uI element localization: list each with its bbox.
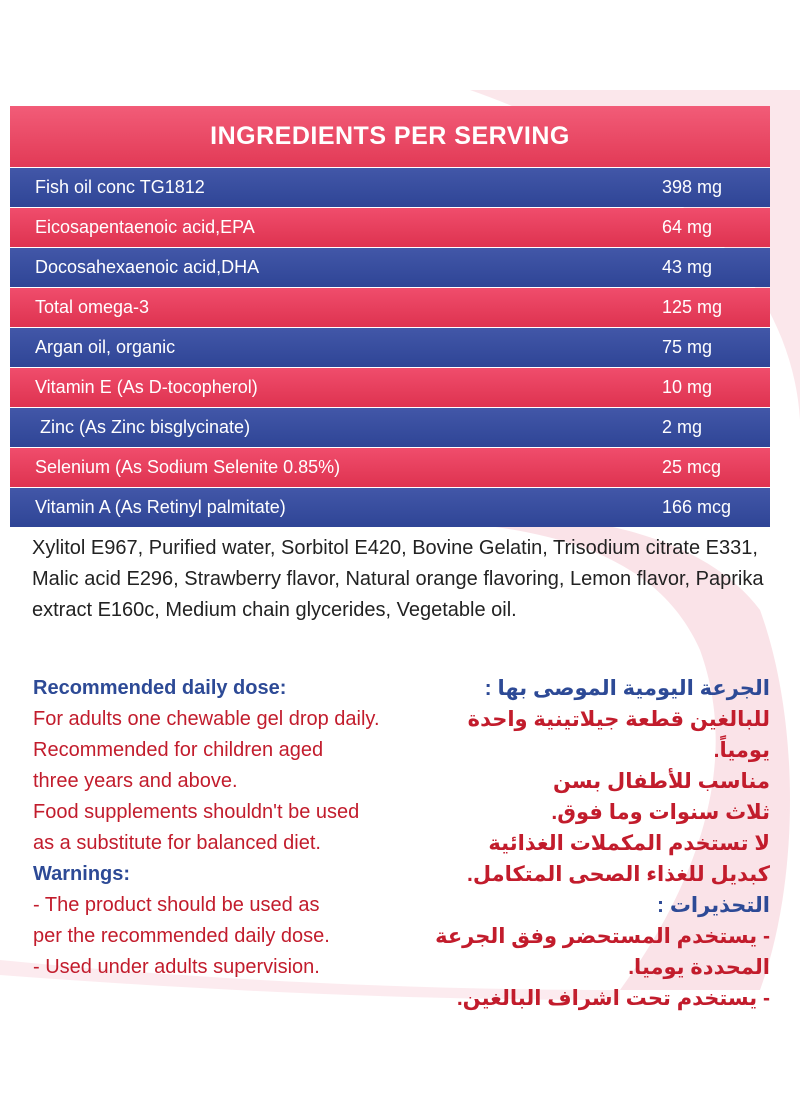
table-row — [10, 328, 770, 367]
table-row — [10, 288, 770, 327]
table-title: INGREDIENTS PER SERVING — [10, 106, 770, 168]
dose-line-arabic: لا تستخدم المكملات الغذائية — [488, 832, 770, 855]
table-row — [10, 248, 770, 287]
ingredient-name: Zinc (As Zinc bisglycinate) — [40, 417, 251, 437]
dose-line-arabic: للبالغين قطعة جيلاتينية واحدة يومياً. — [467, 708, 770, 762]
dose-line: Food supplements shouldn't be used — [33, 801, 360, 823]
ingredient-amount: 2 mg — [662, 417, 703, 437]
table-row — [10, 448, 770, 487]
ingredient-name: Argan oil, organic — [35, 337, 176, 357]
other-ingredients-text: Xylitol E967, Purified water, Sorbitol E420, Bovine Gelatin, Trisodium citrate E331, Malic acid E296, Strawberry flavor, Natural orange flavoring, Lemon flavor, Paprika extract E160c, Medium chain glycerides, Vegetable oil. — [32, 537, 764, 621]
dose-line-arabic: مناسب للأطفال بسن — [553, 770, 770, 793]
ingredient-name: Selenium (As Sodium Selenite 0.85%) — [35, 457, 341, 477]
ingredient-name: Vitamin A (As Retinyl palmitate) — [35, 497, 286, 517]
warning-line-arabic: - يستخدم المستحضر وفق الجرعة — [435, 925, 770, 948]
dose-line: as a substitute for balanced diet. — [33, 832, 321, 854]
ingredient-name: Eicosapentaenoic acid,EPA — [35, 217, 255, 237]
ingredient-amount: 25 mcg — [662, 457, 722, 477]
ingredient-amount: 166 mcg — [662, 497, 732, 517]
warning-line-arabic: المحددة يوميا. — [628, 956, 770, 979]
ingredient-amount: 75 mg — [662, 337, 713, 357]
ingredient-name: Vitamin E (As D-tocopherol) — [35, 377, 258, 397]
dose-line-arabic: ثلاث سنوات وما فوق. — [551, 801, 770, 824]
table-row — [10, 408, 770, 447]
ingredient-amount: 10 mg — [662, 377, 713, 397]
dose-heading-arabic: الجرعة اليومية الموصى بها : — [484, 677, 770, 700]
table-row — [10, 368, 770, 407]
table-row — [10, 168, 770, 207]
ingredient-amount: 43 mg — [662, 257, 713, 277]
warning-line: - Used under adults supervision. — [33, 956, 320, 978]
dose-line: three years and above. — [33, 770, 238, 792]
arabic-dose-section — [420, 673, 770, 1014]
ingredient-amount: 398 mg — [662, 177, 723, 197]
warnings-heading: Warnings: — [33, 863, 131, 885]
english-dose-section — [33, 673, 413, 983]
dose-line: For adults one chewable gel drop daily. — [33, 708, 380, 730]
table-row — [10, 208, 770, 247]
dose-line-arabic: كبديل للغذاء الصحى المتكامل. — [467, 863, 770, 886]
ingredients-table — [10, 106, 770, 528]
dose-line: Recommended for children aged — [33, 739, 324, 761]
warning-line: per the recommended daily dose. — [33, 925, 330, 947]
ingredient-amount: 64 mg — [662, 217, 713, 237]
dose-heading: Recommended daily dose: — [33, 677, 287, 699]
ingredient-name: Docosahexaenoic acid,DHA — [35, 257, 260, 277]
ingredient-amount: 125 mg — [662, 297, 723, 317]
warnings-heading-arabic: التحذيرات : — [657, 894, 770, 917]
ingredient-name: Total omega-3 — [35, 297, 150, 317]
ingredient-name: Fish oil conc TG1812 — [35, 177, 205, 197]
warning-line: - The product should be used as — [33, 894, 320, 916]
table-row — [10, 488, 770, 527]
warning-line-arabic: - يستخدم تحت اشراف البالغين. — [456, 987, 770, 1010]
